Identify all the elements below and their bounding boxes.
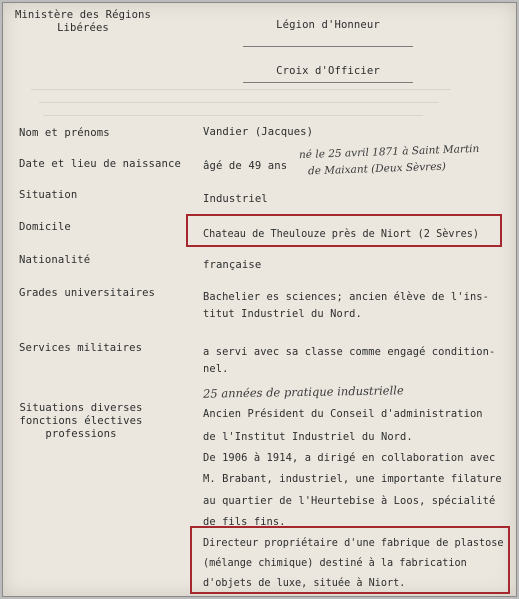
situation-label: Situation: [19, 189, 78, 201]
domicile-highlight-box: [186, 214, 502, 247]
situations-value-2: de l'Institut Industriel du Nord.: [203, 431, 413, 443]
ministry-line-2: Libérées: [57, 22, 109, 34]
military-value-1: a servi avec sa classe comme engagé condition-: [203, 346, 496, 358]
birth-handwritten-annotation-1: né le 25 avril 1871 à Saint Martin: [298, 142, 480, 162]
nationality-label: Nationalité: [19, 254, 91, 266]
grades-value-1: Bachelier es sciences; ancien élève de l'ins-: [203, 291, 490, 303]
name-value: Vandier (Jacques): [203, 126, 314, 138]
birth-label: Date et lieu de naissance: [19, 158, 181, 170]
director-highlight-box: [190, 526, 510, 594]
show-through-line: [39, 102, 439, 103]
domicile-value: Chateau de Theulouze près de Niort (2 Sèvres): [203, 229, 480, 240]
situations-value-1: Ancien Président du Conseil d'administration: [203, 408, 483, 420]
grade-title: Croix d'Officier: [276, 65, 380, 77]
situations-label-1: Situations diverses: [19, 402, 143, 414]
name-label: Nom et prénoms: [19, 127, 110, 139]
document-page: [2, 2, 517, 597]
situations-label-2: fonctions électives: [19, 415, 143, 427]
grades-value-2: titut Industriel du Nord.: [203, 308, 362, 320]
director-line-2: (mélange chimique) destiné à la fabrication: [203, 558, 467, 569]
grades-label: Grades universitaires: [19, 287, 156, 299]
show-through-line: [31, 89, 451, 90]
military-label: Services militaires: [19, 342, 143, 354]
order-underline: [243, 46, 413, 47]
situations-value-3: De 1906 à 1914, a dirigé en collaboration avec: [203, 452, 496, 464]
situations-value-6: de fils fins.: [203, 516, 286, 528]
director-line-1: Directeur propriétaire d'une fabrique de plastose: [203, 538, 504, 549]
birth-handwritten-annotation-2: de Maixant (Deux Sèvres): [307, 160, 447, 178]
order-title: Légion d'Honneur: [276, 19, 380, 31]
grade-underline: [243, 82, 413, 83]
military-value-2: nel.: [203, 363, 229, 375]
situations-handwritten-annotation: 25 années de pratique industrielle: [202, 383, 404, 401]
situations-value-5: au quartier de l'Heurtebise à Loos, spécialité: [203, 495, 496, 507]
director-line-3: d'objets de luxe, située à Niort.: [203, 578, 406, 589]
situations-label-3: professions: [45, 428, 117, 440]
ministry-line-1: Ministère des Régions: [14, 9, 152, 21]
nationality-value: française: [203, 259, 262, 271]
domicile-label: Domicile: [19, 221, 71, 233]
show-through-line: [43, 115, 423, 116]
situations-value-4: M. Brabant, industriel, une importante filature: [203, 473, 502, 485]
situation-value: Industriel: [203, 193, 268, 205]
birth-value: âgé de 49 ans: [203, 160, 288, 172]
